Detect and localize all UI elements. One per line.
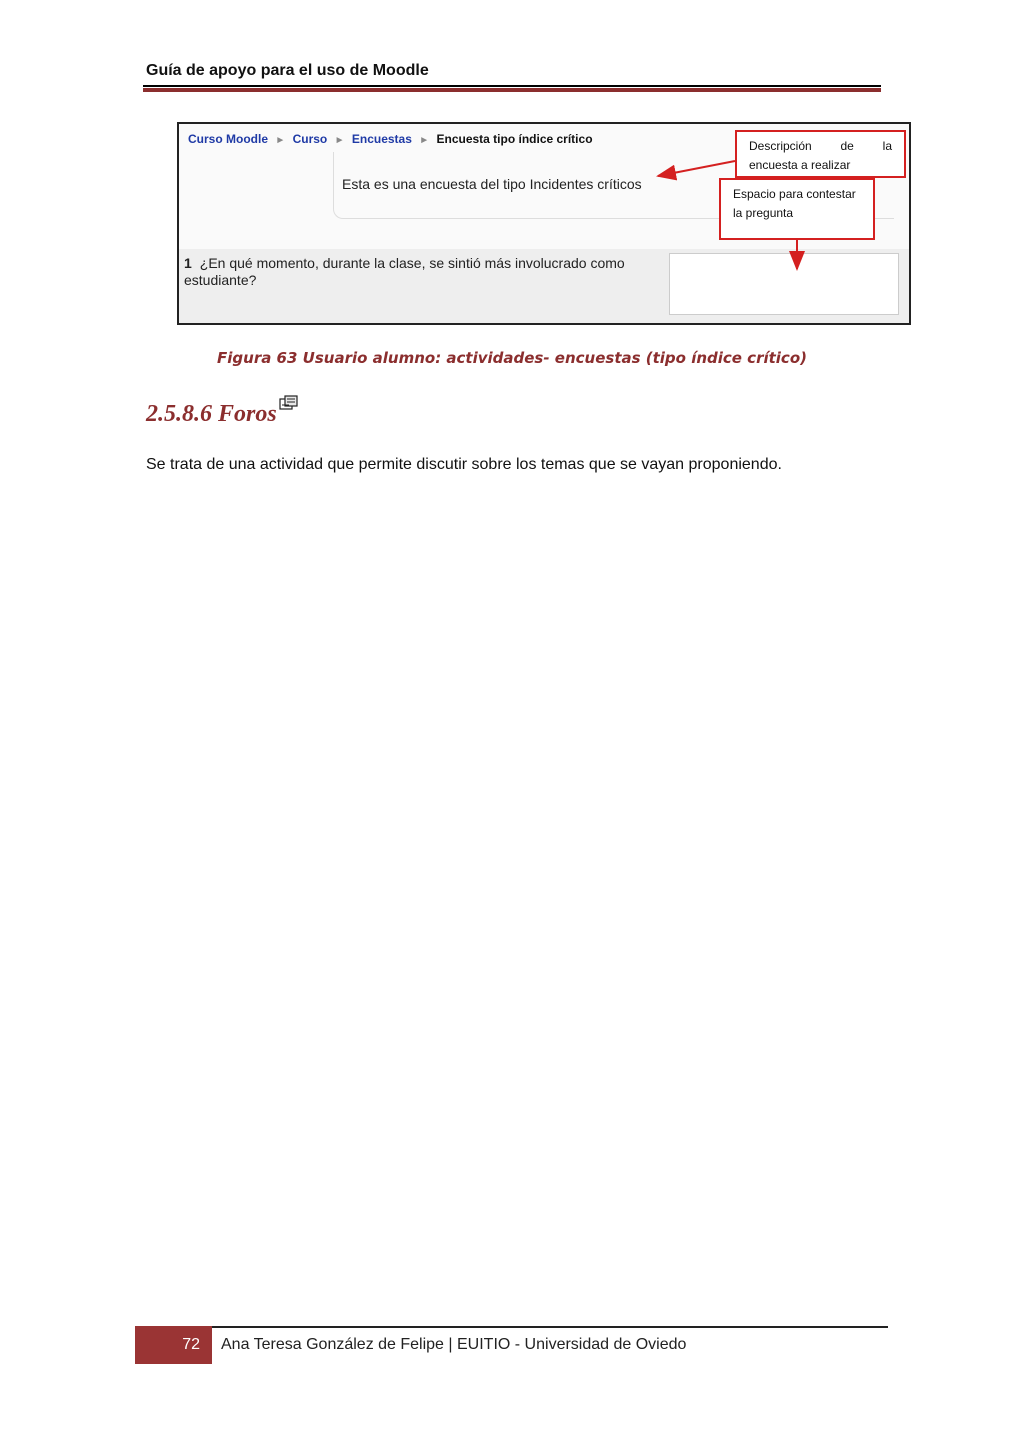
callout-description bbox=[735, 130, 906, 178]
footer-text: Ana Teresa González de Felipe | EUITIO - Universidad de Oviedo bbox=[221, 1336, 687, 1353]
breadcrumb-current: Encuesta tipo índice crítico bbox=[436, 132, 593, 146]
page-number: 72 bbox=[135, 1326, 212, 1364]
callout-answer-space bbox=[719, 178, 875, 240]
answer-textarea[interactable] bbox=[669, 253, 899, 315]
header-rule-accent bbox=[143, 88, 881, 92]
section-body: Se trata de una actividad que permite discutir sobre los temas que se vayan proponiendo. bbox=[146, 456, 782, 473]
breadcrumb-separator-icon: ► bbox=[275, 135, 286, 146]
breadcrumb-link-encuestas[interactable]: Encuestas bbox=[351, 132, 412, 146]
forum-icon bbox=[279, 393, 299, 420]
breadcrumb bbox=[188, 132, 593, 146]
breadcrumb-separator-icon: ► bbox=[334, 135, 345, 146]
section-heading-text: 2.5.8.6 Foros bbox=[146, 401, 277, 427]
footer-rule bbox=[212, 1326, 888, 1328]
breadcrumb-link-curso-moodle[interactable]: Curso Moodle bbox=[188, 132, 268, 146]
header-title: Guía de apoyo para el uso de Moodle bbox=[146, 62, 429, 79]
question bbox=[184, 255, 634, 289]
question-row bbox=[179, 249, 909, 323]
figure-caption: Figura 63 Usuario alumno: actividades- encuestas (tipo índice crítico) bbox=[217, 349, 807, 367]
question-text: ¿En qué momento, durante la clase, se sintió más involucrado como estudiante? bbox=[184, 255, 625, 288]
survey-description: Esta es una encuesta del tipo Incidentes críticos bbox=[342, 176, 642, 192]
breadcrumb-separator-icon: ► bbox=[419, 135, 430, 146]
callout-answer-line-1: Espacio para contestar bbox=[733, 187, 856, 201]
breadcrumb-link-curso[interactable]: Curso bbox=[292, 132, 328, 146]
section-heading bbox=[146, 401, 299, 428]
callout-answer-line-2: la pregunta bbox=[733, 206, 794, 220]
header-rule bbox=[143, 85, 881, 87]
question-number: 1 bbox=[184, 255, 192, 271]
callout-description-line-2: encuesta a realizar bbox=[749, 158, 851, 172]
callout-description-line-1: Descripción de la bbox=[749, 139, 892, 153]
